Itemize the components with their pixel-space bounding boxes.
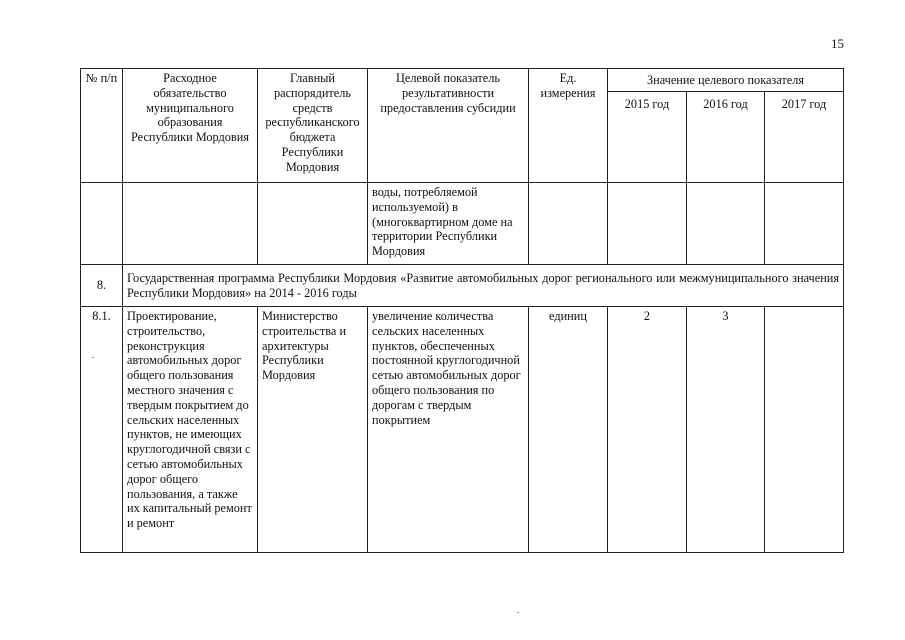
table-row	[81, 307, 844, 553]
cell-empty	[608, 183, 687, 265]
header-num: № п/п	[81, 69, 123, 183]
header-year-2015: 2015 год	[608, 92, 687, 183]
header-obligation: Расходное обязательство муниципального образования Республики Мордовия	[123, 69, 258, 183]
scan-speck	[517, 612, 519, 613]
cell-empty	[123, 183, 258, 265]
header-year-2016: 2016 год	[687, 92, 765, 183]
row-number: 8.1.	[81, 307, 123, 553]
page-number: 15	[831, 36, 844, 51]
header-manager: Главный распорядитель средств республиканского бюджета Республики Мордовия	[258, 69, 368, 183]
header-value-group: Значение целевого показателя	[608, 69, 844, 92]
table-header-row	[81, 69, 844, 92]
row-obligation: Проектирование, строительство, реконструкция автомобильных дорог общего пользования местного значения с твердым покрытием до сельских населенных пунктов, не имеющих круглогодичной связи с сетью автомобильных дорог общего пользования, а также их капитальный ремонт и ремонт	[123, 307, 258, 553]
continuation-indicator: воды, потребляемой используемой) в (многоквартирном доме на территории Республики Мордовия	[368, 183, 529, 265]
row-indicator: увеличение количества сельских населенных пунктов, обеспеченных постоянной круглогодичной сетью автомобильных дорог общего пользования по дорогам с твердым покрытием	[368, 307, 529, 553]
scan-speck	[92, 357, 94, 358]
section-title: Государственная программа Республики Мордовия «Развитие автомобильных дорог регионального или межмуниципального значения Республики Мордовия» на 2014 - 2016 годы	[123, 265, 844, 307]
row-manager: Министерство строительства и архитектуры Республики Мордовия	[258, 307, 368, 553]
row-value-2017	[765, 307, 844, 553]
cell-empty	[529, 183, 608, 265]
header-year-2017: 2017 год	[765, 92, 844, 183]
header-unit: Ед. измерения	[529, 69, 608, 183]
row-unit: единиц	[529, 307, 608, 553]
cell-empty	[765, 183, 844, 265]
section-number: 8.	[81, 265, 123, 307]
cell-empty	[687, 183, 765, 265]
row-value-2015: 2	[608, 307, 687, 553]
target-indicators-table	[80, 68, 844, 553]
table-row	[81, 183, 844, 265]
cell-empty	[258, 183, 368, 265]
row-value-2016: 3	[687, 307, 765, 553]
section-row	[81, 265, 844, 307]
cell-empty	[81, 183, 123, 265]
header-indicator: Целевой показатель результативности предоставления субсидии	[368, 69, 529, 183]
